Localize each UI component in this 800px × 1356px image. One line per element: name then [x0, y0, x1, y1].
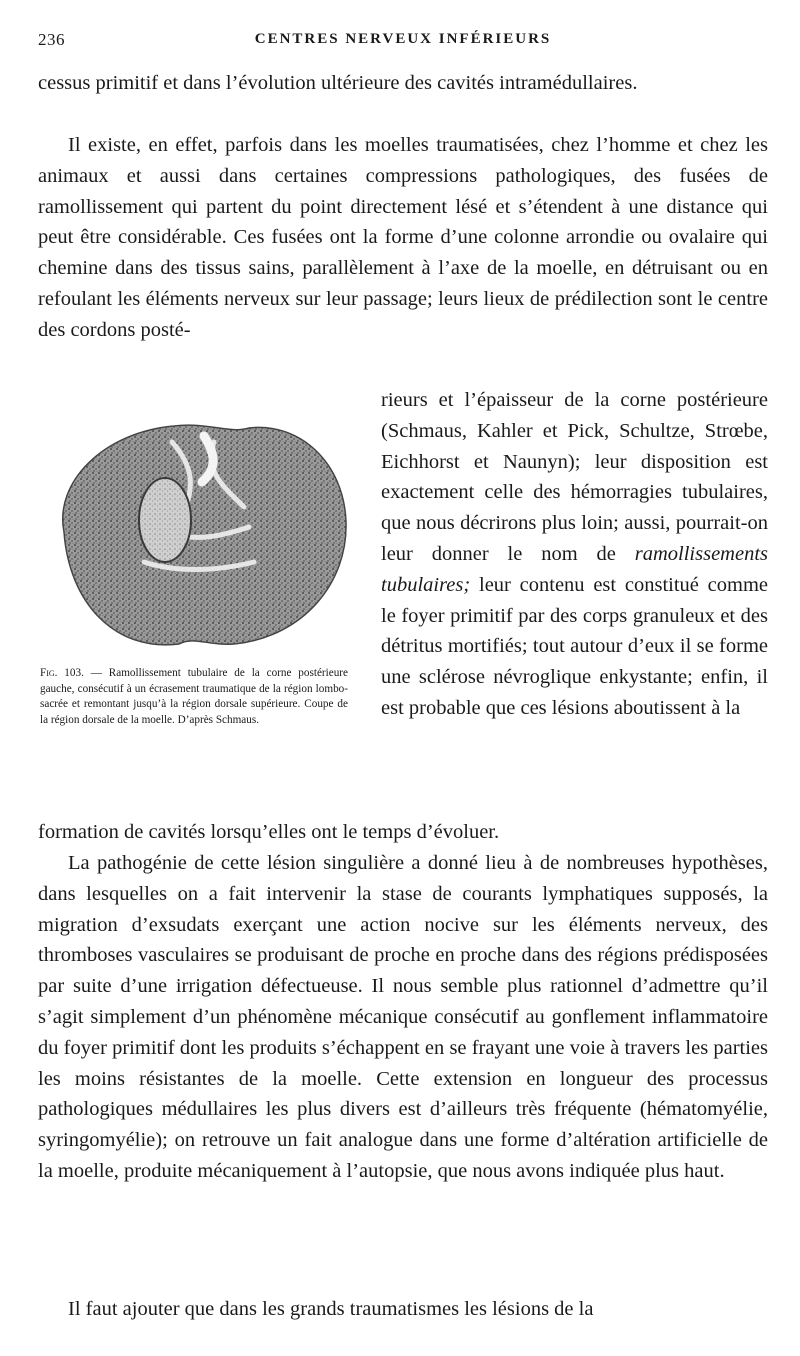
- paragraph-traumatismes: Il faut ajouter que dans les grands traumatismes les lésions de la: [68, 1298, 594, 1320]
- wrapped-text-end: leur contenu est constitué comme le foyer primitif par des corps granuleux et des détritus mortifiés; tout autour d’eux il se forme une sclérose névroglique enkystante; enfin, il est probable que ces lésions aboutissent à la: [381, 573, 768, 719]
- wrapped-text-start: rieurs et l’épaisseur de la corne postérieure (Schmaus, Kahler et Pick, Schultze, Strœbe, Eichhorst et Naunyn); leur disposition est exactement celle des hémorragies tubulaires, que nous décrirons plus loin; aussi, pourrait-on leur donner le nom de: [381, 389, 768, 565]
- paragraph-end: formation de cavités lorsqu’elles ont le temps d’évoluer.: [38, 821, 500, 843]
- paragraph-continuation: cessus primitif et dans l’évolution ultérieure des cavités intramédullaires.: [38, 72, 638, 94]
- figure-caption: [40, 666, 348, 728]
- figure-label: Fig. 103.: [40, 667, 84, 679]
- page-number: 236: [38, 30, 65, 49]
- spinal-cord-section-image: [44, 412, 356, 662]
- italic-term: ramollissements tubulaires;: [381, 542, 768, 596]
- running-head: CENTRES NERVEUX INFÉRIEURS: [254, 31, 552, 47]
- figure-illustration: [44, 412, 356, 662]
- paragraph-wrapped-text: [381, 385, 768, 724]
- page-header: [38, 30, 768, 56]
- caption-text: — Ramollissement tubulaire de la corne postérieure gauche, consécutif à un écrasement traumatique de la région lombo-sacrée et remontant jusqu’à la région dorsale supérieure. Coupe de la région dorsale de la moelle. D’après Schmaus.: [40, 667, 349, 726]
- paragraph-pathogenie: La pathogénie de cette lésion singulière a donné lieu à de nombreuses hypothèses, dans lesquelles on a fait intervenir la stase de courants lymphatiques supposés, la migration d’exsudats exerçant une action nocive sur les éléments nerveux, des thromboses vasculaires se produisant de proche en proche dans des régions prédisposées par suite d’une irrigation défectueuse. Il nous semble plus rationnel d’admettre qu’il s’agit simplement d’un phénomène mécanique consécutif au gonflement inflammatoire du foyer primitif dont les produits s’échappent en se frayant une voie à travers les parties les moins résistantes de la moelle. Cette extension en longueur des processus pathologiques médullaires les plus divers est d’ailleurs très fréquente (hématomyélie, syringomyélie); on retrouve un fait analogue dans une forme d’altération artificielle de la moelle, produite mécaniquement à l’autopsie, que nous avons indiquée plus haut.: [38, 852, 768, 1182]
- lesion-cavity: [139, 478, 191, 562]
- paragraph-fusees: Il existe, en effet, parfois dans les moelles traumatisées, chez l’homme et chez les animaux et aussi dans certaines compressions pathologiques, des fusées de ramollissement qui partent du point directement lésé et s’étendent à une distance qui peut être considérable. Ces fusées ont la forme d’une colonne arrondie ou ovalaire qui chemine dans des tissus sains, parallèlement à l’axe de la moelle, en détruisant ou en refoulant les éléments nerveux sur leur passage; leurs lieux de prédilection sont le centre des cordons posté-: [38, 134, 768, 341]
